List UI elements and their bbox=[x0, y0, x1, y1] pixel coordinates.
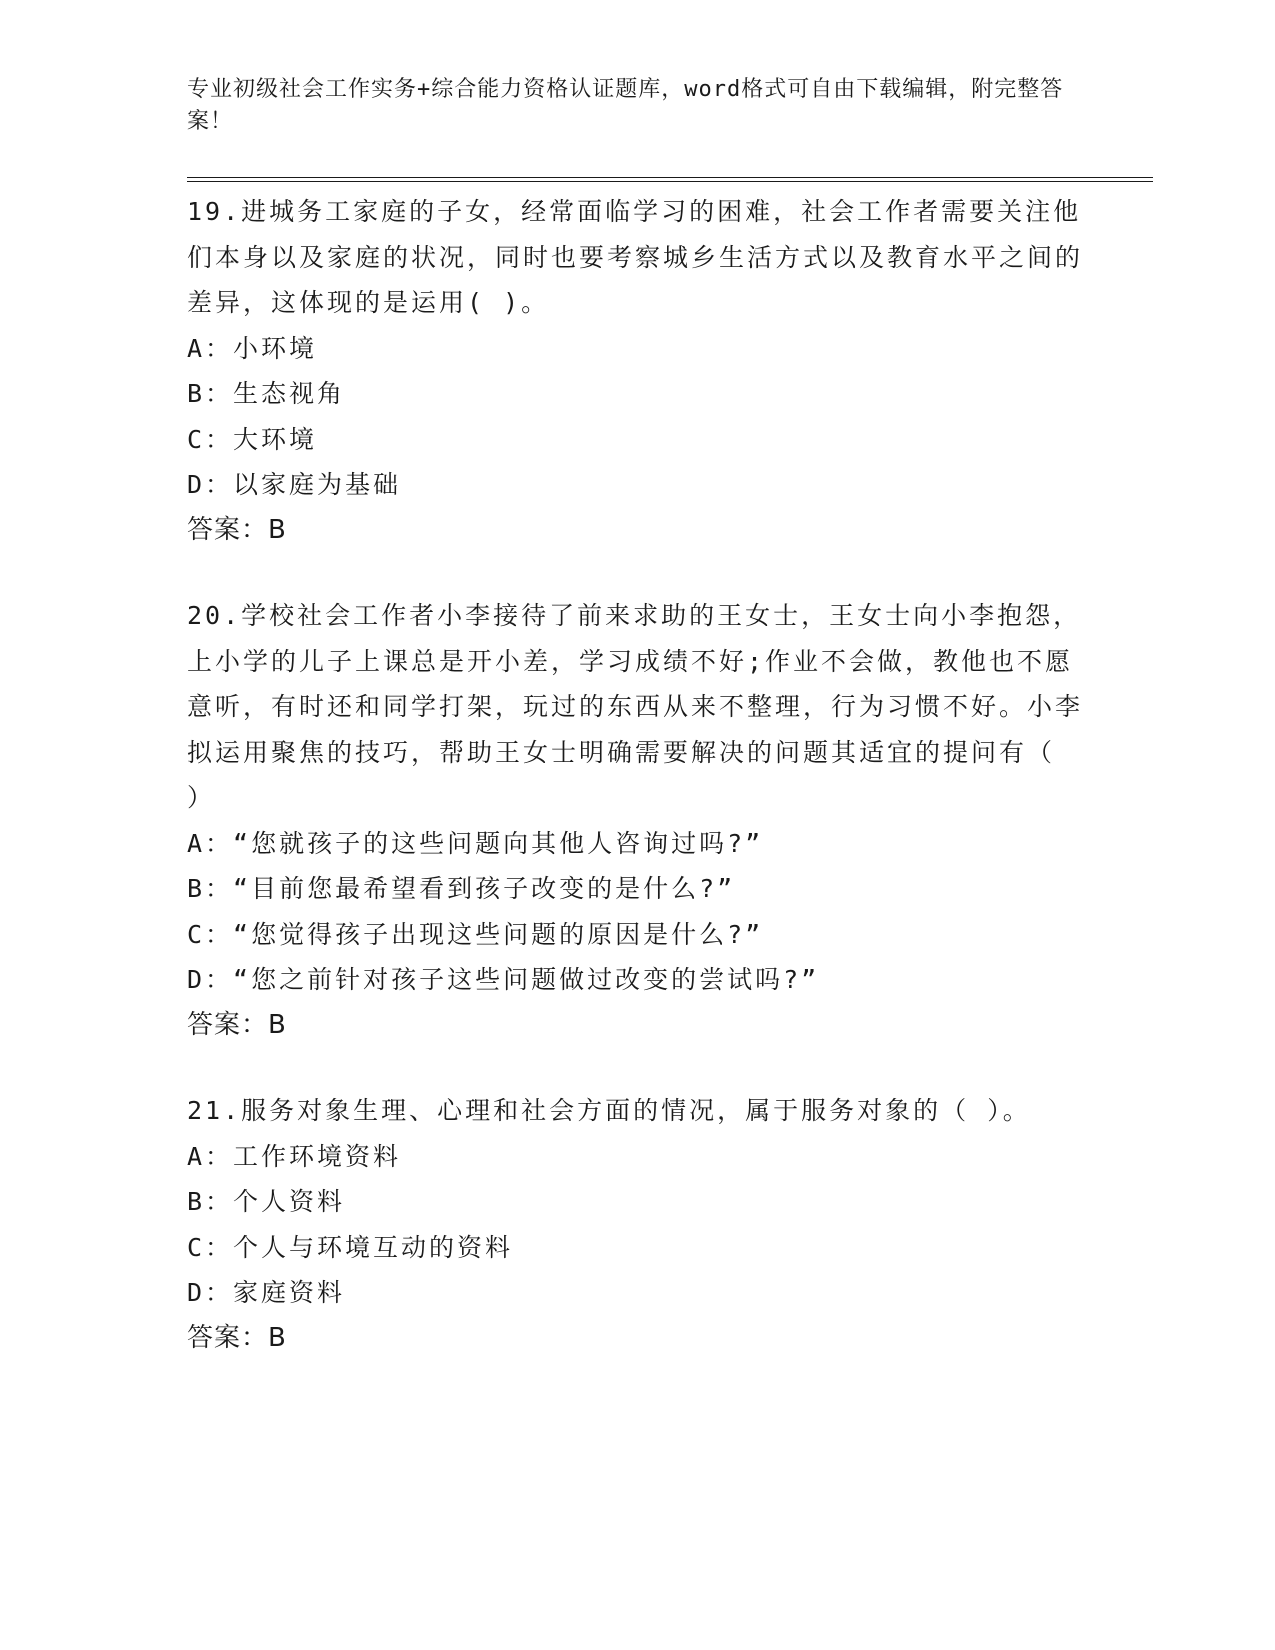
option-c: C：“您觉得孩子出现这些问题的原因是什么?” bbox=[187, 919, 764, 949]
option-d: D：“您之前针对孩子这些问题做过改变的尝试吗?” bbox=[187, 965, 820, 994]
question-stem: 21.服务对象生理、心理和社会方面的情况，属于服务对象的（ ）。 bbox=[187, 1096, 1031, 1125]
option-a: A：工作环境资料 bbox=[187, 1141, 402, 1171]
option-c: C：个人与环境互动的资料 bbox=[187, 1232, 514, 1262]
answer-label: 答案：B bbox=[187, 514, 287, 545]
option-c: C：大环境 bbox=[187, 424, 318, 454]
option-a: A：小环境 bbox=[187, 333, 318, 363]
question-21 bbox=[187, 1088, 1087, 1361]
option-b: B：生态视角 bbox=[187, 379, 346, 408]
question-20 bbox=[187, 593, 1087, 1048]
option-b: B：“目前您最希望看到孩子改变的是什么?” bbox=[187, 874, 736, 903]
header-divider-bottom bbox=[187, 181, 1153, 182]
answer-label: 答案：B bbox=[187, 1322, 287, 1353]
option-d: D：家庭资料 bbox=[187, 1278, 346, 1307]
option-d: D：以家庭为基础 bbox=[187, 470, 402, 499]
question-19 bbox=[187, 189, 1087, 553]
option-b: B：个人资料 bbox=[187, 1187, 346, 1216]
question-stem: 19.进城务工家庭的子女，经常面临学习的困难，社会工作者需要关注他们本身以及家庭的状况，同时也要考察城乡生活方式以及教育水平之间的差异，这体现的是运用( )。 bbox=[187, 197, 1084, 317]
document-header: 专业初级社会工作实务+综合能力资格认证题库，word格式可自由下载编辑，附完整答案！ bbox=[187, 77, 1064, 134]
answer-label: 答案：B bbox=[187, 1009, 287, 1040]
header-divider-top bbox=[187, 177, 1153, 178]
question-stem: 20.学校社会工作者小李接待了前来求助的王女士，王女士向小李抱怨，上小学的儿子上课总是开小差，学习成绩不好;作业不会做，教他也不愿意听，有时还和同学打架，玩过的东西从来不整理，行为习惯不好。小李拟运用聚焦的技巧，帮助王女士明确需要解决的问题其适宜的提问有（ ） bbox=[187, 601, 1084, 812]
option-a: A：“您就孩子的这些问题向其他人咨询过吗?” bbox=[187, 828, 764, 858]
question-list bbox=[187, 189, 1087, 1401]
